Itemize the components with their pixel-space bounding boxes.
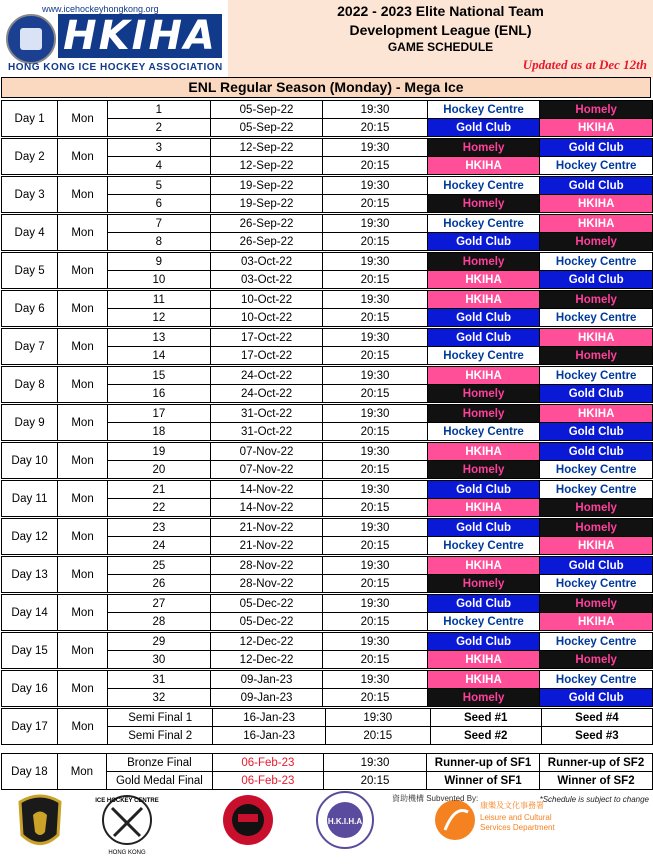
game-row: [2, 291, 653, 309]
team-home: Hockey Centre: [427, 423, 540, 441]
team-home: Gold Club: [427, 309, 540, 327]
team-home: HKIHA: [427, 367, 540, 385]
day-label: Day 12: [2, 519, 58, 555]
team-away: Hockey Centre: [540, 461, 653, 479]
game-time: 20:15: [323, 347, 428, 365]
game-time: 19:30: [323, 177, 428, 195]
logo-hong-kong-text: HONG KONG: [108, 850, 146, 856]
game-date: 31-Oct-22: [210, 405, 322, 423]
website-url[interactable]: www.icehockeyhongkong.org: [42, 4, 159, 14]
game-time: 20:15: [323, 689, 428, 707]
game-row: [2, 405, 653, 423]
team-away: Gold Club: [540, 689, 653, 707]
game-date: 31-Oct-22: [210, 423, 322, 441]
weekday-label: Mon: [58, 291, 108, 327]
day-label: Day 4: [2, 215, 58, 251]
game-number: 13: [107, 329, 210, 347]
game-row: [2, 709, 653, 727]
game-number: Semi Final 1: [108, 709, 213, 727]
day-label: Day 9: [2, 405, 58, 441]
team-home: HKIHA: [427, 157, 540, 175]
day-label: Day 18: [2, 754, 58, 790]
team-away: Gold Club: [540, 177, 653, 195]
game-time: 19:30: [323, 671, 428, 689]
game-number: 26: [107, 575, 210, 593]
weekday-label: Mon: [58, 139, 108, 175]
game-number: 19: [107, 443, 210, 461]
regular-season-table: [1, 100, 653, 707]
team-home: Gold Club: [427, 233, 540, 251]
day-label: Day 8: [2, 367, 58, 403]
game-number: 1: [107, 101, 210, 119]
weekday-label: Mon: [58, 595, 108, 631]
game-time: 19:30: [323, 329, 428, 347]
game-number: 10: [107, 271, 210, 289]
weekday-label: Mon: [58, 177, 108, 213]
team-home: Homely: [427, 461, 540, 479]
game-time: 20:15: [323, 499, 428, 517]
team-away: Winner of SF2: [540, 772, 653, 790]
team-home: Seed #2: [430, 727, 541, 745]
team-away: Hockey Centre: [540, 575, 653, 593]
game-row: [2, 139, 653, 157]
game-number: 5: [107, 177, 210, 195]
season-banner: ENL Regular Season (Monday) - Mega Ice: [1, 77, 651, 98]
game-number: 30: [107, 651, 210, 669]
team-home: Homely: [427, 253, 540, 271]
hkiha-logo: [2, 2, 226, 76]
game-time: 19:30: [323, 481, 428, 499]
game-number: Semi Final 2: [108, 727, 213, 745]
weekday-label: Mon: [58, 519, 108, 555]
game-date: 06-Feb-23: [212, 772, 323, 790]
team-away: Homely: [540, 347, 653, 365]
team-home: Gold Club: [427, 633, 540, 651]
game-time: 19:30: [323, 253, 428, 271]
game-date: 05-Dec-22: [210, 595, 322, 613]
game-number: 2: [107, 119, 210, 137]
game-number: 7: [107, 215, 210, 233]
semi-final-table: [1, 708, 653, 745]
team-away: Gold Club: [540, 385, 653, 403]
game-time: 20:15: [323, 772, 426, 790]
game-number: 3: [107, 139, 210, 157]
weekday-label: Mon: [58, 671, 108, 707]
game-time: 20:15: [323, 271, 428, 289]
weekday-label: Mon: [58, 367, 108, 403]
updated-note: Updated as at Dec 12th: [522, 57, 647, 72]
game-date: 05-Dec-22: [210, 613, 322, 631]
game-date: 28-Nov-22: [210, 557, 322, 575]
lcsd-name-line-1: Leisure and Cultural: [480, 813, 552, 822]
game-time: 19:30: [323, 519, 428, 537]
game-number: 9: [107, 253, 210, 271]
game-time: 19:30: [323, 101, 428, 119]
game-date: 17-Oct-22: [210, 329, 322, 347]
game-time: 20:15: [323, 309, 428, 327]
game-time: 20:15: [323, 233, 428, 251]
game-date: 09-Jan-23: [210, 671, 322, 689]
team-home: HKIHA: [427, 671, 540, 689]
game-number: 29: [107, 633, 210, 651]
game-number: 15: [107, 367, 210, 385]
weekday-label: Mon: [58, 557, 108, 593]
team-away: Hockey Centre: [540, 157, 653, 175]
team-home: Gold Club: [427, 119, 540, 137]
day-label: Day 15: [2, 633, 58, 669]
game-date: 03-Oct-22: [210, 271, 322, 289]
team-home: Homely: [427, 575, 540, 593]
team-away: Gold Club: [540, 557, 653, 575]
team-home: Hockey Centre: [427, 347, 540, 365]
team-away: Seed #3: [541, 727, 652, 745]
game-row: [2, 519, 653, 537]
team-home: Gold Club: [427, 329, 540, 347]
game-number: 28: [107, 613, 210, 631]
game-date: 21-Nov-22: [210, 537, 322, 555]
game-time: 20:15: [323, 423, 428, 441]
hkiha-seal-icon: [317, 792, 373, 848]
hkt-team-logo: [223, 795, 273, 845]
game-date: 03-Oct-22: [210, 253, 322, 271]
game-number: Gold Medal Final: [107, 772, 213, 790]
game-date: 10-Oct-22: [210, 309, 322, 327]
game-date: 16-Jan-23: [213, 709, 325, 727]
team-crest-icon: [20, 796, 60, 844]
team-away: HKIHA: [540, 119, 653, 137]
title-line-2: Development League (ENL): [349, 22, 532, 38]
team-away: HKIHA: [540, 537, 653, 555]
game-row: [2, 215, 653, 233]
day-label: Day 16: [2, 671, 58, 707]
team-home: Hockey Centre: [427, 537, 540, 555]
game-number: 8: [107, 233, 210, 251]
game-row: [2, 329, 653, 347]
weekday-label: Mon: [58, 215, 108, 251]
team-away: Homely: [540, 291, 653, 309]
team-away: Gold Club: [540, 271, 653, 289]
game-time: 19:30: [323, 215, 428, 233]
game-date: 12-Sep-22: [210, 139, 322, 157]
logo-ice-hockey-centre-text: ICE HOCKEY CENTRE: [95, 798, 159, 804]
game-number: 20: [107, 461, 210, 479]
game-row: [2, 754, 653, 772]
game-time: 20:15: [323, 461, 428, 479]
game-date: 12-Sep-22: [210, 157, 322, 175]
game-row: [2, 253, 653, 271]
team-away: Hockey Centre: [540, 481, 653, 499]
team-away: Homely: [540, 595, 653, 613]
day-label: Day 11: [2, 481, 58, 517]
team-away: HKIHA: [540, 195, 653, 213]
team-home: Winner of SF1: [427, 772, 540, 790]
game-time: 19:30: [323, 595, 428, 613]
team-home: HKIHA: [427, 271, 540, 289]
game-time: 20:15: [323, 385, 428, 403]
game-number: 16: [107, 385, 210, 403]
team-away: Homely: [540, 519, 653, 537]
team-home: Gold Club: [427, 519, 540, 537]
game-date: 09-Jan-23: [210, 689, 322, 707]
team-home: HKIHA: [427, 291, 540, 309]
weekday-label: Mon: [58, 253, 108, 289]
title-line-1: 2022 - 2023 Elite National Team: [337, 3, 544, 19]
team-away: HKIHA: [540, 329, 653, 347]
team-away: Homely: [540, 499, 653, 517]
title-block: [228, 0, 653, 78]
weekday-label: Mon: [58, 405, 108, 441]
team-away: Gold Club: [540, 139, 653, 157]
header: [0, 0, 653, 78]
logo-wordmark: HKIHA: [58, 14, 222, 58]
ice-hockey-centre-logo: [95, 796, 159, 856]
team-away: Runner-up of SF2: [540, 754, 653, 772]
game-time: 20:15: [323, 119, 428, 137]
weekday-label: Mon: [58, 443, 108, 479]
schedule-change-note: *Schedule is subject to change: [539, 795, 649, 804]
team-away: Gold Club: [540, 443, 653, 461]
game-time: 20:15: [325, 727, 430, 745]
game-number: 4: [107, 157, 210, 175]
game-date: 17-Oct-22: [210, 347, 322, 365]
game-row: [2, 633, 653, 651]
game-time: 20:15: [323, 195, 428, 213]
team-away: HKIHA: [540, 405, 653, 423]
day-label: Day 5: [2, 253, 58, 289]
game-date: 26-Sep-22: [210, 215, 322, 233]
game-time: 19:30: [323, 367, 428, 385]
game-date: 19-Sep-22: [210, 177, 322, 195]
day-label: Day 1: [2, 101, 58, 137]
team-away: Homely: [540, 233, 653, 251]
team-away: Hockey Centre: [540, 253, 653, 271]
team-home: Hockey Centre: [427, 177, 540, 195]
day-label: Day 10: [2, 443, 58, 479]
game-number: 31: [107, 671, 210, 689]
team-away: HKIHA: [540, 215, 653, 233]
game-date: 10-Oct-22: [210, 291, 322, 309]
association-name: HONG KONG ICE HOCKEY ASSOCIATION: [8, 62, 223, 73]
game-number: 32: [107, 689, 210, 707]
team-away: Hockey Centre: [540, 633, 653, 651]
team-home: Homely: [427, 689, 540, 707]
game-number: 6: [107, 195, 210, 213]
game-row: [2, 671, 653, 689]
game-number: 18: [107, 423, 210, 441]
team-home: Homely: [427, 195, 540, 213]
game-date: 19-Sep-22: [210, 195, 322, 213]
game-number: 25: [107, 557, 210, 575]
game-date: 24-Oct-22: [210, 367, 322, 385]
game-date: 16-Jan-23: [213, 727, 325, 745]
weekday-label: Mon: [57, 754, 106, 790]
game-date: 12-Dec-22: [210, 651, 322, 669]
team-away: Hockey Centre: [540, 309, 653, 327]
weekday-label: Mon: [58, 101, 108, 137]
game-row: [2, 101, 653, 119]
game-time: 19:30: [323, 405, 428, 423]
day-label: Day 17: [2, 709, 58, 745]
game-date: 12-Dec-22: [210, 633, 322, 651]
game-row: [2, 443, 653, 461]
game-row: [2, 595, 653, 613]
game-date: 24-Oct-22: [210, 385, 322, 403]
game-number: 12: [107, 309, 210, 327]
game-time: 19:30: [323, 291, 428, 309]
game-time: 19:30: [323, 633, 428, 651]
game-time: 20:15: [323, 575, 428, 593]
team-away: Homely: [540, 101, 653, 119]
team-home: Homely: [427, 405, 540, 423]
day-label: Day 14: [2, 595, 58, 631]
game-date: 07-Nov-22: [210, 461, 322, 479]
game-date: 05-Sep-22: [210, 119, 322, 137]
team-home: HKIHA: [427, 443, 540, 461]
game-time: 20:15: [323, 613, 428, 631]
team-home: Homely: [427, 385, 540, 403]
game-row: [2, 481, 653, 499]
team-home: HKIHA: [427, 557, 540, 575]
day-label: Day 3: [2, 177, 58, 213]
game-date: 14-Nov-22: [210, 481, 322, 499]
game-number: 11: [107, 291, 210, 309]
game-time: 19:30: [323, 557, 428, 575]
team-home: Gold Club: [427, 481, 540, 499]
team-home: Hockey Centre: [427, 101, 540, 119]
weekday-label: Mon: [58, 481, 108, 517]
game-date: 06-Feb-23: [212, 754, 323, 772]
subvented-by-label: 資助機構 Subvented By:: [392, 794, 479, 803]
day-label: Day 13: [2, 557, 58, 593]
game-time: 19:30: [325, 709, 430, 727]
game-time: 19:30: [323, 139, 428, 157]
game-date: 21-Nov-22: [210, 519, 322, 537]
game-date: 28-Nov-22: [210, 575, 322, 593]
game-row: [2, 177, 653, 195]
day-label: Day 7: [2, 329, 58, 365]
game-time: 20:15: [323, 157, 428, 175]
hkiha-seal-text: H.K.I.H.A: [327, 817, 363, 826]
team-home: Seed #1: [430, 709, 541, 727]
hkiha-crest-icon: [6, 14, 56, 64]
game-number: 22: [107, 499, 210, 517]
game-number: 27: [107, 595, 210, 613]
weekday-label: Mon: [58, 633, 108, 669]
game-time: 20:15: [323, 651, 428, 669]
game-number: 23: [107, 519, 210, 537]
team-away: HKIHA: [540, 613, 653, 631]
game-row: [2, 557, 653, 575]
final-table: [1, 753, 653, 790]
game-time: 19:30: [323, 443, 428, 461]
day-label: Day 6: [2, 291, 58, 327]
game-date: 26-Sep-22: [210, 233, 322, 251]
game-number: 21: [107, 481, 210, 499]
game-number: Bronze Final: [107, 754, 213, 772]
game-number: 14: [107, 347, 210, 365]
team-home: Runner-up of SF1: [427, 754, 540, 772]
team-home: Hockey Centre: [427, 613, 540, 631]
team-away: Hockey Centre: [540, 367, 653, 385]
team-away: Hockey Centre: [540, 671, 653, 689]
lcsd-name-line-2: Services Department: [480, 823, 555, 832]
day-label: Day 2: [2, 139, 58, 175]
game-date: 05-Sep-22: [210, 101, 322, 119]
game-time: 19:30: [323, 754, 426, 772]
lcsd-chinese-name: 康樂及文化事務署: [480, 801, 544, 810]
game-number: 17: [107, 405, 210, 423]
team-home: HKIHA: [427, 651, 540, 669]
team-away: Gold Club: [540, 423, 653, 441]
game-row: [2, 367, 653, 385]
team-away: Homely: [540, 651, 653, 669]
team-home: Homely: [427, 139, 540, 157]
weekday-label: Mon: [58, 329, 108, 365]
game-date: 07-Nov-22: [210, 443, 322, 461]
team-away: Seed #4: [541, 709, 652, 727]
title-line-3: GAME SCHEDULE: [387, 40, 494, 54]
lcsd-logo: [435, 800, 555, 840]
team-home: HKIHA: [427, 499, 540, 517]
team-home: Gold Club: [427, 595, 540, 613]
team-home: Hockey Centre: [427, 215, 540, 233]
weekday-label: Mon: [58, 709, 108, 745]
game-date: 14-Nov-22: [210, 499, 322, 517]
game-time: 20:15: [323, 537, 428, 555]
game-number: 24: [107, 537, 210, 555]
